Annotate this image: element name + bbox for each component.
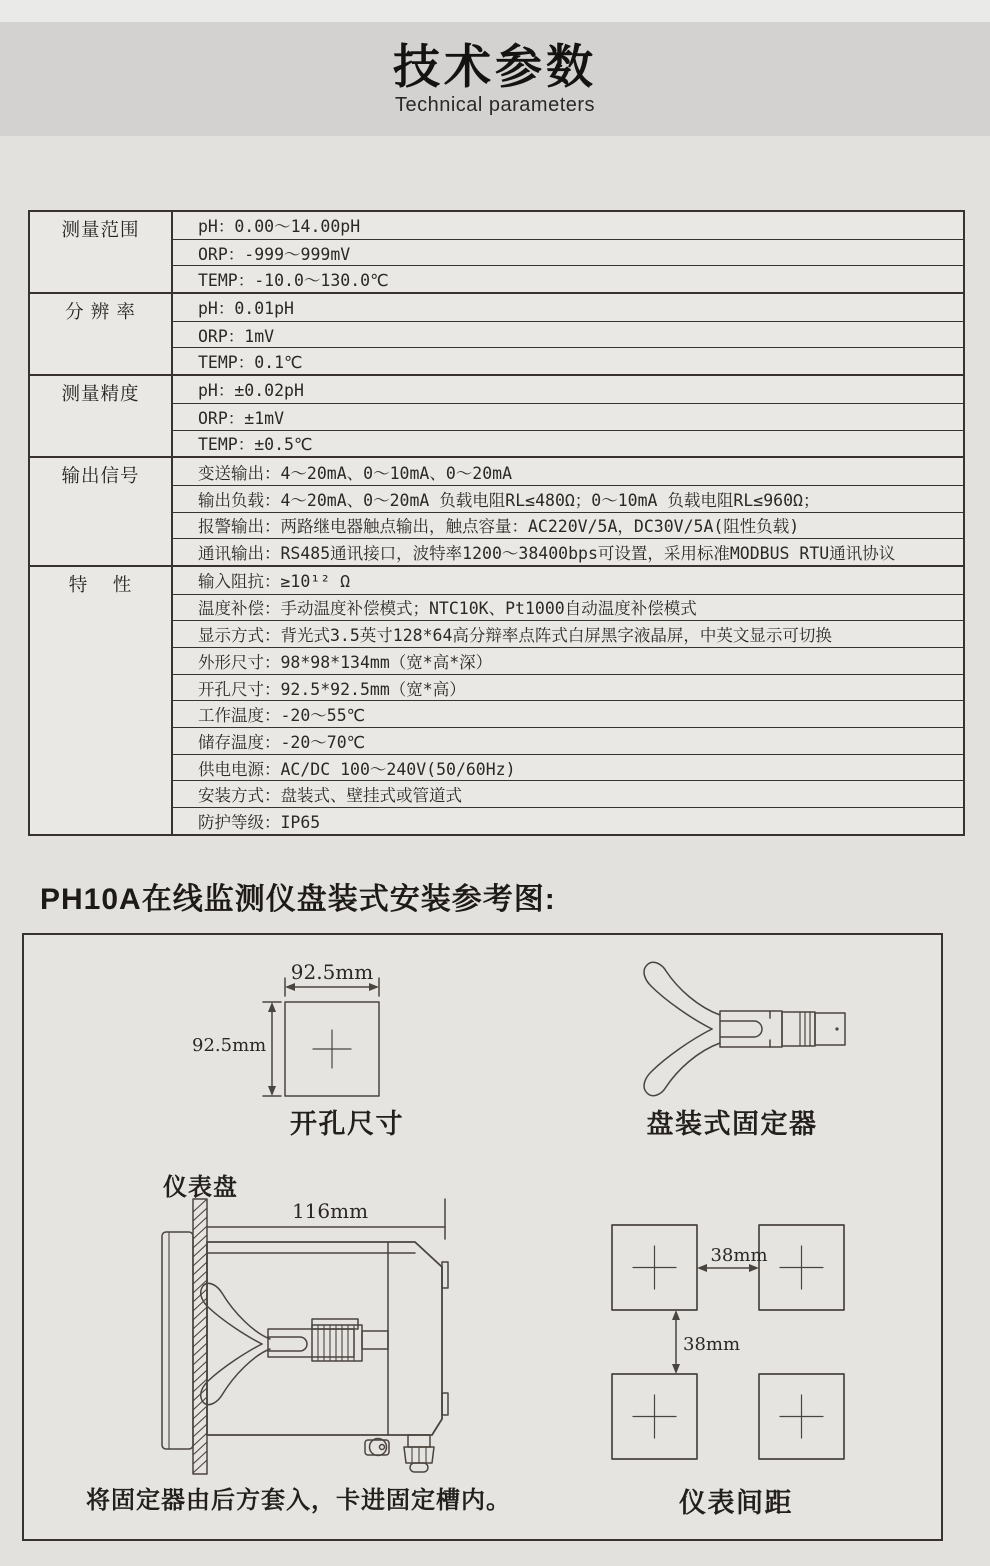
spec-row: ORP：±1mV	[173, 403, 963, 430]
spec-row: 通讯输出：RS485通讯接口，波特率1200～38400bps可设置，采用标准MODBUS RTU通讯协议	[173, 538, 963, 565]
spec-group-rows	[173, 212, 963, 292]
spec-group-label: 测量精度	[30, 376, 173, 456]
depth-dimension-label: 116mm	[291, 1199, 369, 1223]
spec-group-output-signal	[30, 456, 963, 565]
spec-row: pH：0.00～14.00pH	[198, 217, 361, 237]
fixer-caption: 盘装式固定器	[646, 1109, 818, 1139]
installation-diagram-linework	[24, 935, 940, 1538]
panel-label: 仪表盘	[163, 1174, 238, 1201]
spec-row: 外形尺寸：98*98*134mm（宽*高*深）	[173, 647, 963, 674]
panel-fixer-drawing	[644, 962, 845, 1095]
hole-size-diagram	[263, 978, 379, 1096]
section-heading: PH10A在线监测仪盘装式安装参考图:	[40, 883, 556, 916]
spacing-caption: 仪表间距	[679, 1488, 793, 1518]
spec-row: 防护等级：IP65	[173, 807, 963, 834]
hole-size-caption: 开孔尺寸	[290, 1109, 404, 1139]
installation-note: 将固定器由后方套入，卡进固定槽内。	[86, 1487, 511, 1514]
spec-row: 报警输出：两路继电器触点输出，触点容量：AC220V/5A，DC30V/5A(阻性负载)	[173, 512, 963, 539]
spec-row: 开孔尺寸：92.5*92.5mm（宽*高）	[173, 674, 963, 701]
title-band	[0, 22, 990, 136]
spec-row: TEMP：0.1℃	[173, 347, 963, 374]
spec-row: 显示方式：背光式3.5英寸128*64高分辩率点阵式白屏黑字液晶屏，中英文显示可切换	[173, 620, 963, 647]
spec-row: 供电电源：AC/DC 100～240V(50/60Hz)	[173, 754, 963, 781]
spec-row: ORP：-999～999mV	[173, 239, 963, 266]
spec-group-rows	[173, 458, 963, 565]
spec-row: 储存温度：-20～70℃	[173, 727, 963, 754]
spec-group-accuracy	[30, 374, 963, 456]
spec-row: 温度补偿：手动温度补偿模式；NTC10K、Pt1000自动温度补偿模式	[173, 594, 963, 621]
spec-group-label: 测量范围	[30, 212, 173, 292]
hole-height-dimension-label: 92.5mm	[192, 1035, 267, 1056]
spec-row: pH：0.01pH	[198, 299, 294, 319]
spec-row: 安装方式：盘装式、壁挂式或管道式	[173, 780, 963, 807]
spec-group-rows	[173, 567, 963, 834]
spec-table	[28, 210, 965, 836]
spec-row: pH：±0.02pH	[198, 381, 304, 401]
spec-group-characteristics	[30, 565, 963, 834]
spec-group-measure-range	[30, 212, 963, 292]
page-title: 技术参数	[393, 40, 597, 93]
spec-group-resolution	[30, 292, 963, 374]
spec-row: ORP：1mV	[173, 321, 963, 348]
spec-row: 输入阻抗：≥10¹² Ω	[198, 572, 351, 592]
installation-diagram-box	[22, 933, 943, 1541]
v-gap-dimension-label: 38mm	[683, 1334, 741, 1355]
spec-group-label: 分 辨 率	[30, 294, 173, 374]
spec-group-label: 输出信号	[30, 458, 173, 565]
spec-row: TEMP：±0.5℃	[173, 430, 963, 457]
top-strip	[0, 0, 990, 22]
spec-row: 变送输出：4～20mA、0～10mA、0～20mA	[198, 463, 513, 483]
side-view-drawing	[162, 1199, 448, 1474]
spec-group-rows	[173, 294, 963, 374]
h-gap-dimension-label: 38mm	[710, 1245, 768, 1266]
spec-group-label: 特 性	[30, 567, 173, 834]
spec-row: 输出负载：4～20mA、0～20mA 负载电阻RL≤480Ω；0～10mA 负载电阻RL≤960Ω；	[173, 485, 963, 512]
spec-row: 工作温度：-20～55℃	[173, 700, 963, 727]
spec-row: TEMP：-10.0～130.0℃	[173, 265, 963, 292]
page-subtitle: Technical parameters	[394, 94, 596, 116]
hole-width-dimension-label: 92.5mm	[290, 960, 374, 984]
spec-group-rows	[173, 376, 963, 456]
